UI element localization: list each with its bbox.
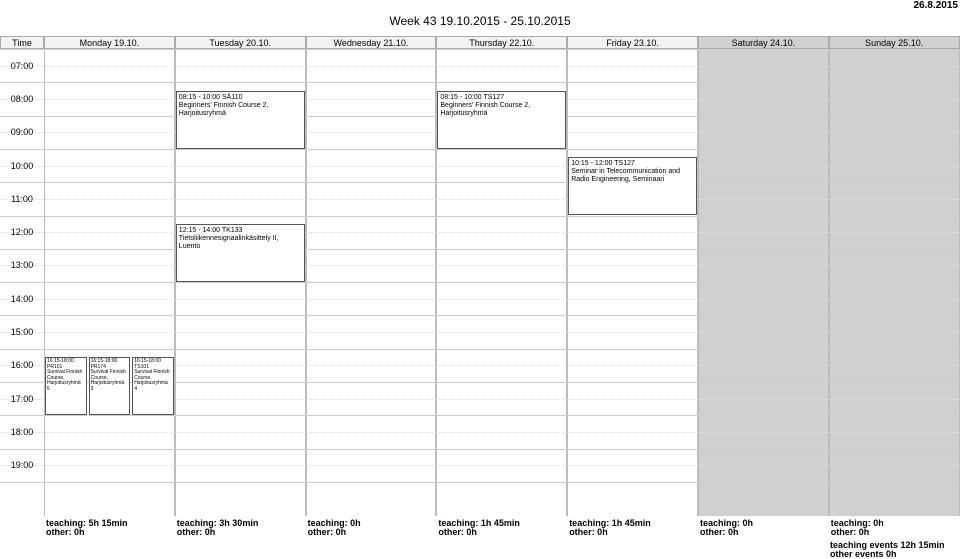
day-header: Monday 19.10. [44,36,175,49]
other-total: other: 0h [307,527,347,537]
day-header: Tuesday 20.10. [175,36,306,49]
teaching-total: teaching: 1h 45min [438,518,520,528]
event-text-line: 10:15 - 12:00 TS127 [571,160,635,168]
event-text-line: Survival Finnish [90,369,126,376]
hour-line [0,182,960,183]
time-label: 12:00 [10,227,34,238]
event-text-line: Beginners' Finnish Course 2, [178,101,269,109]
event-text-line: Course, [134,374,152,381]
event-text-line: 16:15-18:00 [90,358,118,365]
event-text-line: TS101 [134,363,149,370]
day-total [700,519,753,537]
teaching-total: teaching: 3h 30min [176,518,259,528]
calendar-event[interactable] [176,91,305,149]
time-label: 08:00 [10,93,34,104]
time-label: 07:00 [10,60,34,71]
hour-line [0,282,960,283]
day-total [46,519,128,537]
day-header: Sunday 25.10. [829,36,960,49]
calendar-event[interactable] [176,224,305,282]
calendar-event[interactable] [437,91,566,149]
other-total: other: 0h [830,527,870,537]
day-total [308,519,361,537]
half-hour-line [0,432,960,433]
day-total [569,519,651,537]
event-text-line: 16:15-18:00 [134,358,161,365]
event-text-line: Harjoitusryhmä [440,109,488,117]
time-header: Time [0,36,44,49]
half-hour-line [0,66,960,67]
day-header: Friday 23.10. [567,36,698,49]
day-total [438,519,520,537]
print-date: 26.8.2015 [913,0,958,11]
other-total: other: 0h [176,527,216,537]
other-total: other: 0h [438,527,477,537]
week-title: Week 43 19.10.2015 - 25.10.2015 [389,14,571,28]
event-text-line: Radio Engineering, Seminaari [571,176,665,184]
hour-line [0,315,960,316]
hour-line [0,349,960,350]
hour-line [0,49,960,50]
calendar-event[interactable] [89,357,131,415]
half-hour-line [0,332,960,333]
half-hour-line [0,199,960,200]
time-label: 13:00 [10,260,34,271]
hour-line [0,482,960,483]
event-text-line: Harjoitusryhmä [178,109,226,117]
teaching-total: teaching: 0h [830,518,884,528]
day-header: Thursday 22.10. [436,36,567,49]
time-label: 11:00 [11,193,33,204]
event-text-line: Survival Finnish [47,369,83,376]
half-hour-line [0,299,960,300]
time-label: 17:00 [10,393,34,404]
event-text-line: PR101 [47,363,63,370]
event-text-line: Harjoitusryhmä 4 [134,380,168,392]
half-hour-line [0,232,960,233]
event-text-line: Seminar in Telecommunication and [571,168,681,176]
time-label: 19:00 [10,460,34,471]
hour-line [0,216,960,217]
other-events-total: other events 0h [830,549,897,559]
event-text-line: Beginners' Finnish Course 2, [440,101,531,109]
teaching-total: teaching: 0h [307,518,361,528]
hour-line [0,82,960,83]
day-total [177,519,259,537]
other-total: other: 0h [700,527,739,537]
event-text-line: 08:15 - 10:00 TS127 [440,93,505,101]
teaching-total: teaching: 5h 15min [46,518,128,528]
hour-line [0,449,960,450]
time-label: 10:00 [10,160,34,171]
calendar-event[interactable] [132,357,174,415]
other-total: other: 0h [569,527,608,537]
event-text-line: Harjoitusryhmä 5 [47,380,81,392]
event-text-line: 16:15-18:00 [47,358,74,365]
time-label: 14:00 [10,293,34,304]
half-hour-line [0,465,960,466]
teaching-total: teaching: 0h [700,518,754,528]
time-label: 09:00 [10,127,34,138]
calendar-event[interactable] [45,357,87,415]
half-hour-line [0,265,960,266]
hour-line [0,149,960,150]
week-summary [830,541,945,559]
hour-line [0,415,960,416]
event-text-line: Tietoliikennesignaalinkäsittely II, Luento [178,234,279,250]
teaching-events-total: teaching events 12h 15min [830,540,945,550]
calendar-event[interactable] [568,157,697,215]
half-hour-line [0,166,960,167]
event-text-line: Course, [90,374,109,381]
other-total: other: 0h [46,527,85,537]
event-text-line: Survival Finnish [134,369,170,376]
schedule-grid [0,36,960,516]
time-label: 16:00 [10,360,34,371]
time-label: 18:00 [10,426,34,437]
teaching-total: teaching: 1h 45min [569,518,651,528]
event-text-line: 08:15 - 10:00 SÄ110 [178,93,243,101]
event-text-line: 12:15 - 14:00 TK133 [178,226,243,234]
event-text-line: Harjoitusryhmä 3 [90,380,125,392]
hour-line [0,249,960,250]
event-text-line: PR174 [90,363,106,370]
time-label: 15:00 [10,327,34,338]
day-total [831,519,884,537]
day-header: Saturday 24.10. [698,36,829,49]
day-header: Wednesday 21.10. [306,36,437,49]
event-text-line: Course, [47,374,65,381]
